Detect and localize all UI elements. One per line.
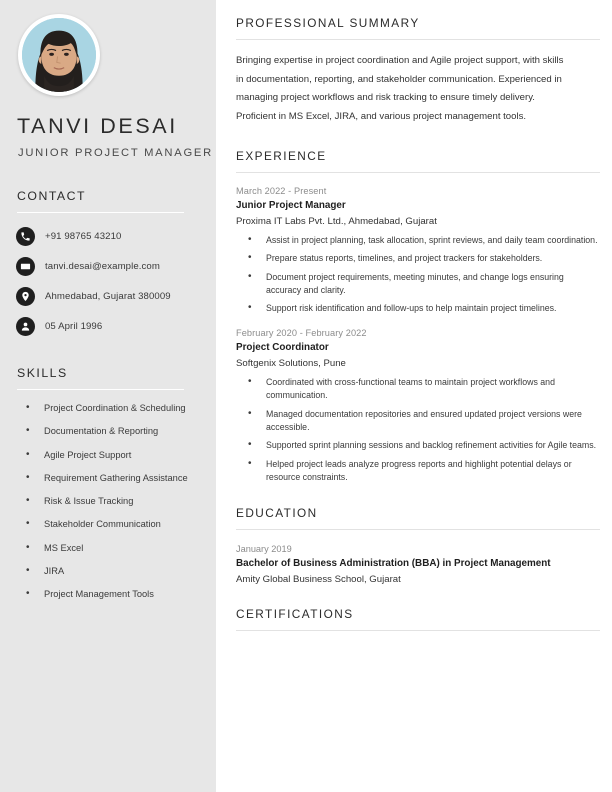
- main-content: [216, 0, 612, 792]
- contact-list: [16, 227, 200, 336]
- summary-text: Bringing expertise in project coordination and Agile project support, with skills in documentation, reporting, and stakeholder communication. Experienced in managing project workflows and risk tracking to ensure timely delivery. Proficient in MS Excel, JIRA, and various project management tools.: [236, 55, 564, 123]
- experience-entry: [236, 328, 600, 484]
- job-title: JUNIOR PROJECT MANAGER: [18, 147, 213, 159]
- summary-heading: PROFESSIONAL SUMMARY: [236, 16, 420, 30]
- list-item: • Requirement Gathering Assistance: [16, 473, 200, 484]
- section-professional-summary: [236, 16, 600, 127]
- list-item: • Documentation & Reporting: [16, 426, 200, 437]
- list-item: • Stakeholder Communication: [16, 519, 200, 530]
- experience-date: March 2022 - Present: [236, 185, 327, 196]
- experience-organization: Softgenix Solutions, Pune: [236, 358, 346, 370]
- sidebar: [0, 0, 216, 792]
- user-icon: [16, 317, 35, 336]
- list-item: • MS Excel: [16, 543, 200, 554]
- list-item: • Support risk identification and follow-ups to help maintain project timelines.: [236, 302, 600, 315]
- experience-divider: [236, 172, 600, 173]
- summary-divider: [236, 39, 600, 40]
- education-list: [236, 544, 600, 585]
- list-item: • Document project requirements, meeting minutes, and change logs ensuring accuracy and clarity.: [236, 271, 600, 297]
- experience-list: [236, 186, 600, 484]
- contact-item-birthdate[interactable]: [16, 317, 200, 336]
- list-item: • Project Management Tools: [16, 589, 200, 600]
- contact-item-phone[interactable]: [16, 227, 200, 246]
- skills-list: [16, 403, 200, 600]
- list-item: • Assist in project planning, task allocation, sprint reviews, and daily team coordination.: [236, 234, 600, 247]
- section-experience: [236, 149, 600, 484]
- education-entry: [236, 544, 600, 585]
- contact-location-value: Ahmedabad, Gujarat 380009: [45, 290, 171, 302]
- section-education: [236, 506, 600, 585]
- certifications-heading: CERTIFICATIONS: [236, 607, 354, 621]
- contact-item-email[interactable]: [16, 257, 200, 276]
- contact-email-value: tanvi.desai@example.com: [45, 260, 160, 272]
- contact-divider: [17, 212, 184, 213]
- education-heading: EDUCATION: [236, 506, 318, 520]
- skills-divider: [17, 389, 184, 390]
- envelope-icon: [16, 257, 35, 276]
- experience-role: Junior Project Manager: [236, 199, 346, 211]
- contact-heading: CONTACT: [17, 189, 87, 203]
- phone-icon: [16, 227, 35, 246]
- experience-organization: Proxima IT Labs Pvt. Ltd., Ahmedabad, Gujarat: [236, 215, 437, 227]
- list-item: • Project Coordination & Scheduling: [16, 403, 200, 414]
- list-item: • Coordinated with cross-functional teams to maintain project workflows and communication.: [236, 376, 600, 402]
- list-item: • Risk & Issue Tracking: [16, 496, 200, 507]
- education-school: Amity Global Business School, Gujarat: [236, 574, 401, 585]
- education-divider: [236, 529, 600, 530]
- contact-item-location[interactable]: [16, 287, 200, 306]
- list-item: • Prepare status reports, timelines, and project trackers for stakeholders.: [236, 252, 600, 265]
- education-degree: Bachelor of Business Administration (BBA) in Project Management: [236, 558, 551, 569]
- page-title: TANVI DESAI: [17, 114, 178, 138]
- map-pin-icon: [16, 287, 35, 306]
- contact-phone-value: +91 98765 43210: [45, 230, 122, 242]
- list-item: • Agile Project Support: [16, 450, 200, 461]
- profile-photo-illustration: [22, 18, 96, 92]
- profile-photo: [22, 18, 96, 92]
- education-date: January 2019: [236, 544, 292, 554]
- skills-heading: SKILLS: [17, 366, 68, 380]
- list-item: • JIRA: [16, 566, 200, 577]
- contact-birthdate-value: 05 April 1996: [45, 320, 103, 332]
- experience-bullets: [236, 376, 600, 484]
- experience-entry: [236, 186, 600, 316]
- experience-bullets: [236, 234, 600, 316]
- experience-role: Project Coordinator: [236, 342, 329, 354]
- list-item: • Supported sprint planning sessions and backlog refinement activities for Agile teams.: [236, 439, 600, 452]
- list-item: • Managed documentation repositories and ensured updated project versions were accessible.: [236, 408, 600, 434]
- certifications-list: [236, 631, 600, 657]
- experience-date: February 2020 - February 2022: [236, 328, 367, 339]
- avatar: [18, 14, 100, 96]
- list-item: • Helped project leads analyze progress reports and highlight potential delays or resource constraints.: [236, 458, 600, 484]
- section-certifications: [236, 607, 600, 657]
- experience-heading: EXPERIENCE: [236, 148, 327, 163]
